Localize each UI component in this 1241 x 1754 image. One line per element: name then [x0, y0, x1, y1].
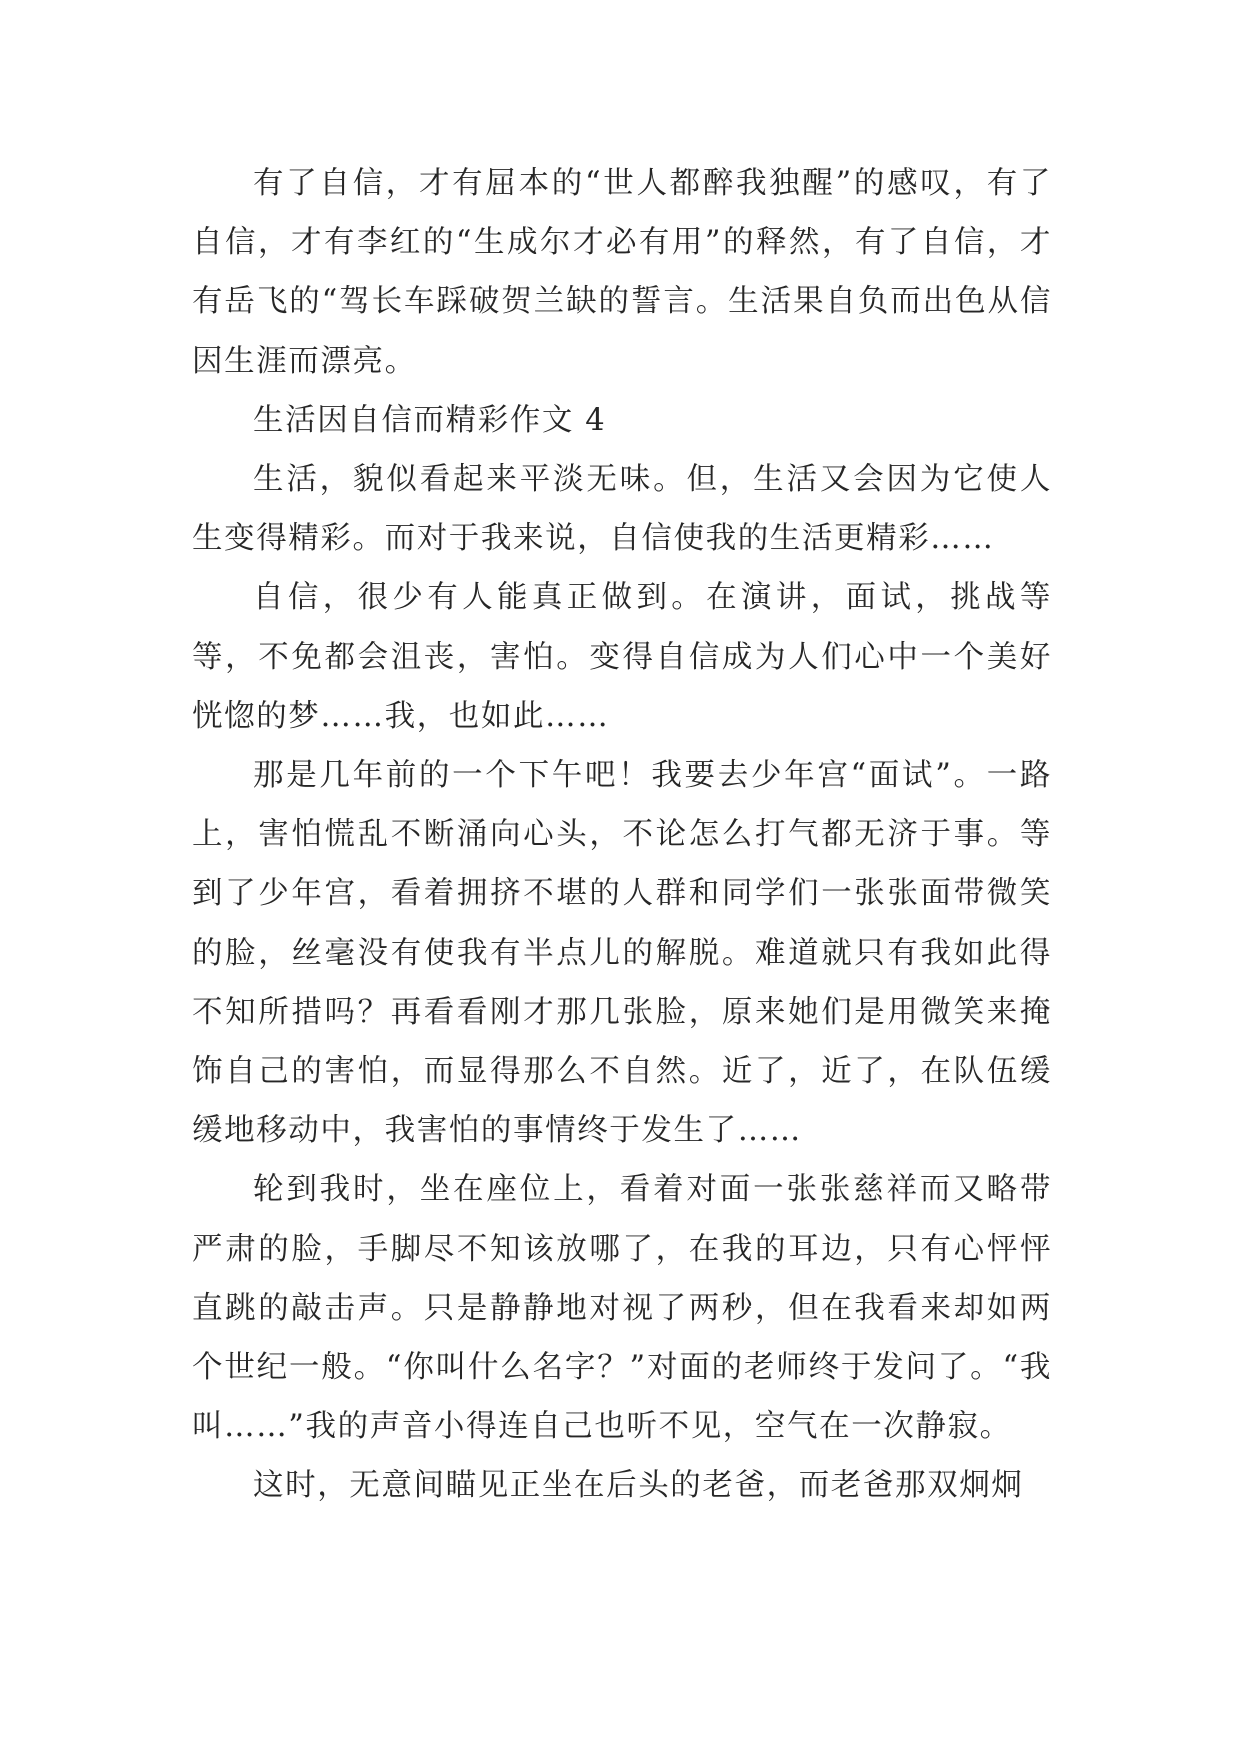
paragraph-5: 轮到我时，坐在座位上，看着对面一张张慈祥而又略带严肃的脸，手脚尽不知该放哪了，在我的耳边，只有心怦怦直跳的敲击声。只是静静地对视了两秒，但在我看来却如两个世纪一般。“你叫什么名字？”对面的老师终于发问了。“我叫……”我的声音小得连自己也听不见，空气在一次静寂。: [192, 1172, 1052, 1445]
paragraph-4: 那是几年前的一个下午吧！我要去少年宫“面试”。一路上，害怕慌乱不断涌向心头，不论怎么打气都无济于事。等到了少年宫，看着拥挤不堪的人群和同学们一张张面带微笑的脸，丝毫没有使我有半点儿的解脱。难道就只有我如此得不知所措吗？再看看刚才那几张脸，原来她们是用微笑来掩饰自己的害怕，而显得那么不自然。近了，近了，在队伍缓缓地移动中，我害怕的事情终于发生了……: [192, 758, 1052, 1149]
essay-heading: 生活因自信而精彩作文 4: [253, 402, 607, 438]
paragraph-6: 这时，无意间瞄见正坐在后头的老爸，而老爸那双炯炯: [253, 1468, 1024, 1504]
paragraph-2: 生活，貌似看起来平淡无味。但，生活又会因为它使人生变得精彩。而对于我来说，自信使我的生活更精彩……: [192, 462, 1052, 557]
paragraph-3: 自信，很少有人能真正做到。在演讲，面试，挑战等等，不免都会沮丧，害怕。变得自信成为人们心中一个美好恍惚的梦……我，也如此……: [192, 580, 1052, 734]
essay-body: [192, 154, 1052, 1516]
paragraph-1: 有了自信，才有屈本的“世人都醉我独醒”的感叹，有了自信，才有李红的“生成尔才必有用”的释然，有了自信，才有岳飞的“驾长车踩破贺兰缺的誓言。生活果自负而出色从信因生涯而漂亮。: [192, 166, 1052, 379]
